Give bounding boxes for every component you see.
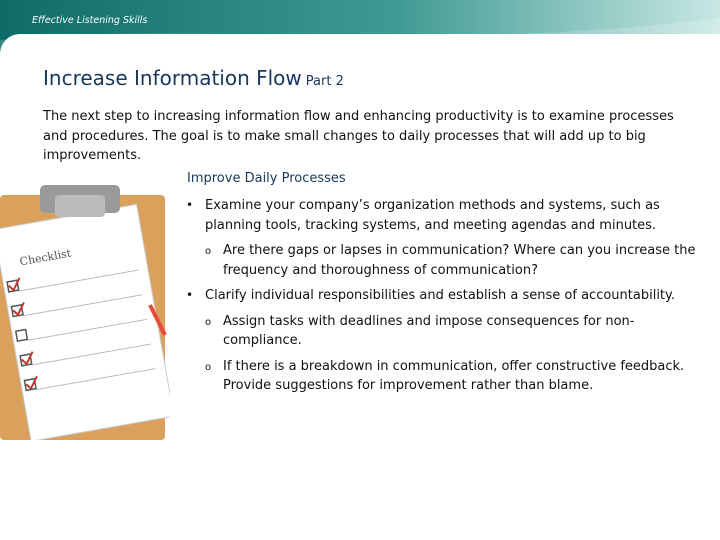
sub-bullet-item	[186, 241, 696, 280]
bullet-item	[186, 286, 696, 306]
bullet-dot: •	[186, 198, 194, 212]
bullet-dot: •	[186, 288, 194, 302]
sub-bullet-item	[186, 312, 696, 351]
checklist-clipboard-illustration	[0, 185, 170, 440]
section-heading: Improve Daily Processes	[187, 171, 346, 186]
sub-bullet-marker: o	[205, 316, 212, 328]
page-title	[43, 66, 344, 90]
bullet-item	[186, 196, 696, 235]
title-main: Increase Information Flow	[43, 66, 302, 90]
sub-bullet-text: Are there gaps or lapses in communication? Where can you increase the frequency and thoroughness of communication?	[223, 243, 696, 278]
bullet-text: Clarify individual responsibilities and establish a sense of accountability.	[205, 288, 675, 303]
sub-bullet-text: Assign tasks with deadlines and impose consequences for non-compliance.	[223, 313, 635, 348]
bullet-text: Examine your company’s organization methods and systems, such as planning tools, tracking systems, and meeting agendas and minutes.	[205, 198, 660, 233]
title-suffix: Part 2	[305, 74, 344, 89]
sub-bullet-marker: o	[205, 361, 212, 373]
intro-paragraph: The next step to increasing information flow and enhancing productivity is to examine processes and procedures. The goal is to make small changes to daily processes that will add up to big improvements.	[43, 109, 674, 163]
sub-bullet-item	[186, 357, 696, 396]
bullet-list	[186, 196, 696, 402]
sub-bullet-text: If there is a breakdown in communication, offer constructive feedback. Provide suggestions for improvement rather than blame.	[223, 358, 685, 393]
sub-bullet-marker: o	[205, 246, 212, 257]
checklist-label: Checklist	[18, 246, 73, 269]
course-title: Effective Listening Skills	[32, 15, 148, 26]
